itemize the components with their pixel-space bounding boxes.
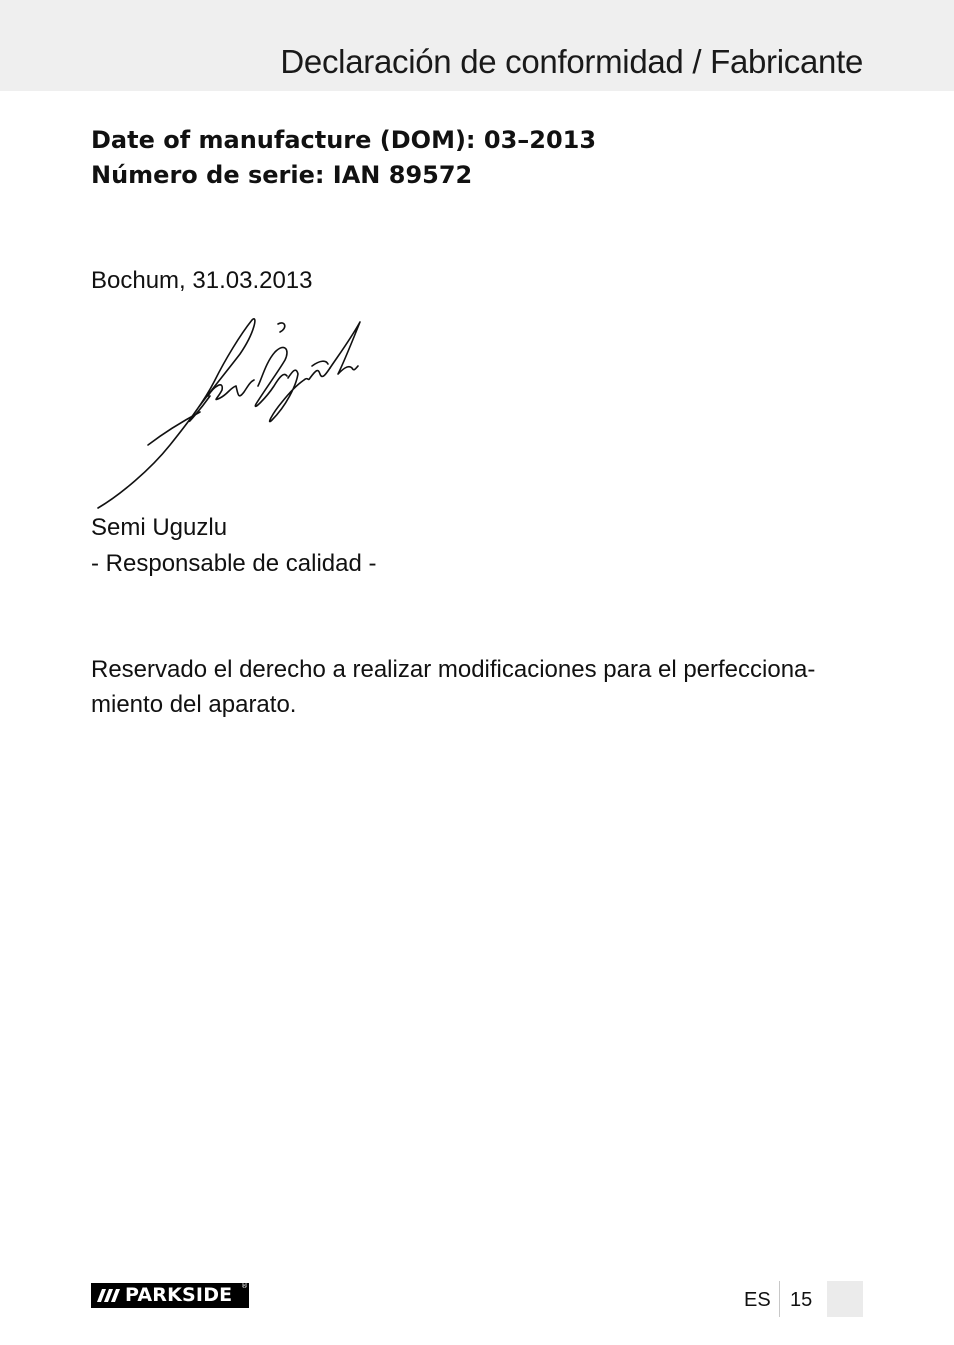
notice-line-1: Reservado el derecho a realizar modificaciones para el perfecciona- (91, 656, 816, 683)
page-title: Declaración de conformidad / Fabricante (280, 43, 863, 80)
signatory-name: Semi Uguzlu (91, 514, 228, 541)
serial-number: Número de serie: IAN 89572 (91, 161, 473, 189)
footer-divider (779, 1281, 780, 1317)
place-date: Bochum, 31.03.2013 (91, 267, 313, 294)
date-of-manufacture: Date of manufacture (DOM): 03–2013 (91, 126, 597, 154)
signature-image (90, 310, 380, 520)
language-code: ES (744, 1289, 771, 1311)
logo-slashes-icon (91, 1283, 125, 1308)
notice-line-2: miento del aparato. (91, 691, 297, 718)
page-number: 15 (790, 1289, 813, 1311)
footer-tab-box (827, 1281, 863, 1317)
logo-text: PARKSIDE (125, 1284, 233, 1306)
registered-mark: ® (241, 1282, 248, 1290)
signatory-role: - Responsable de calidad - (91, 550, 377, 577)
parkside-logo (91, 1283, 249, 1308)
